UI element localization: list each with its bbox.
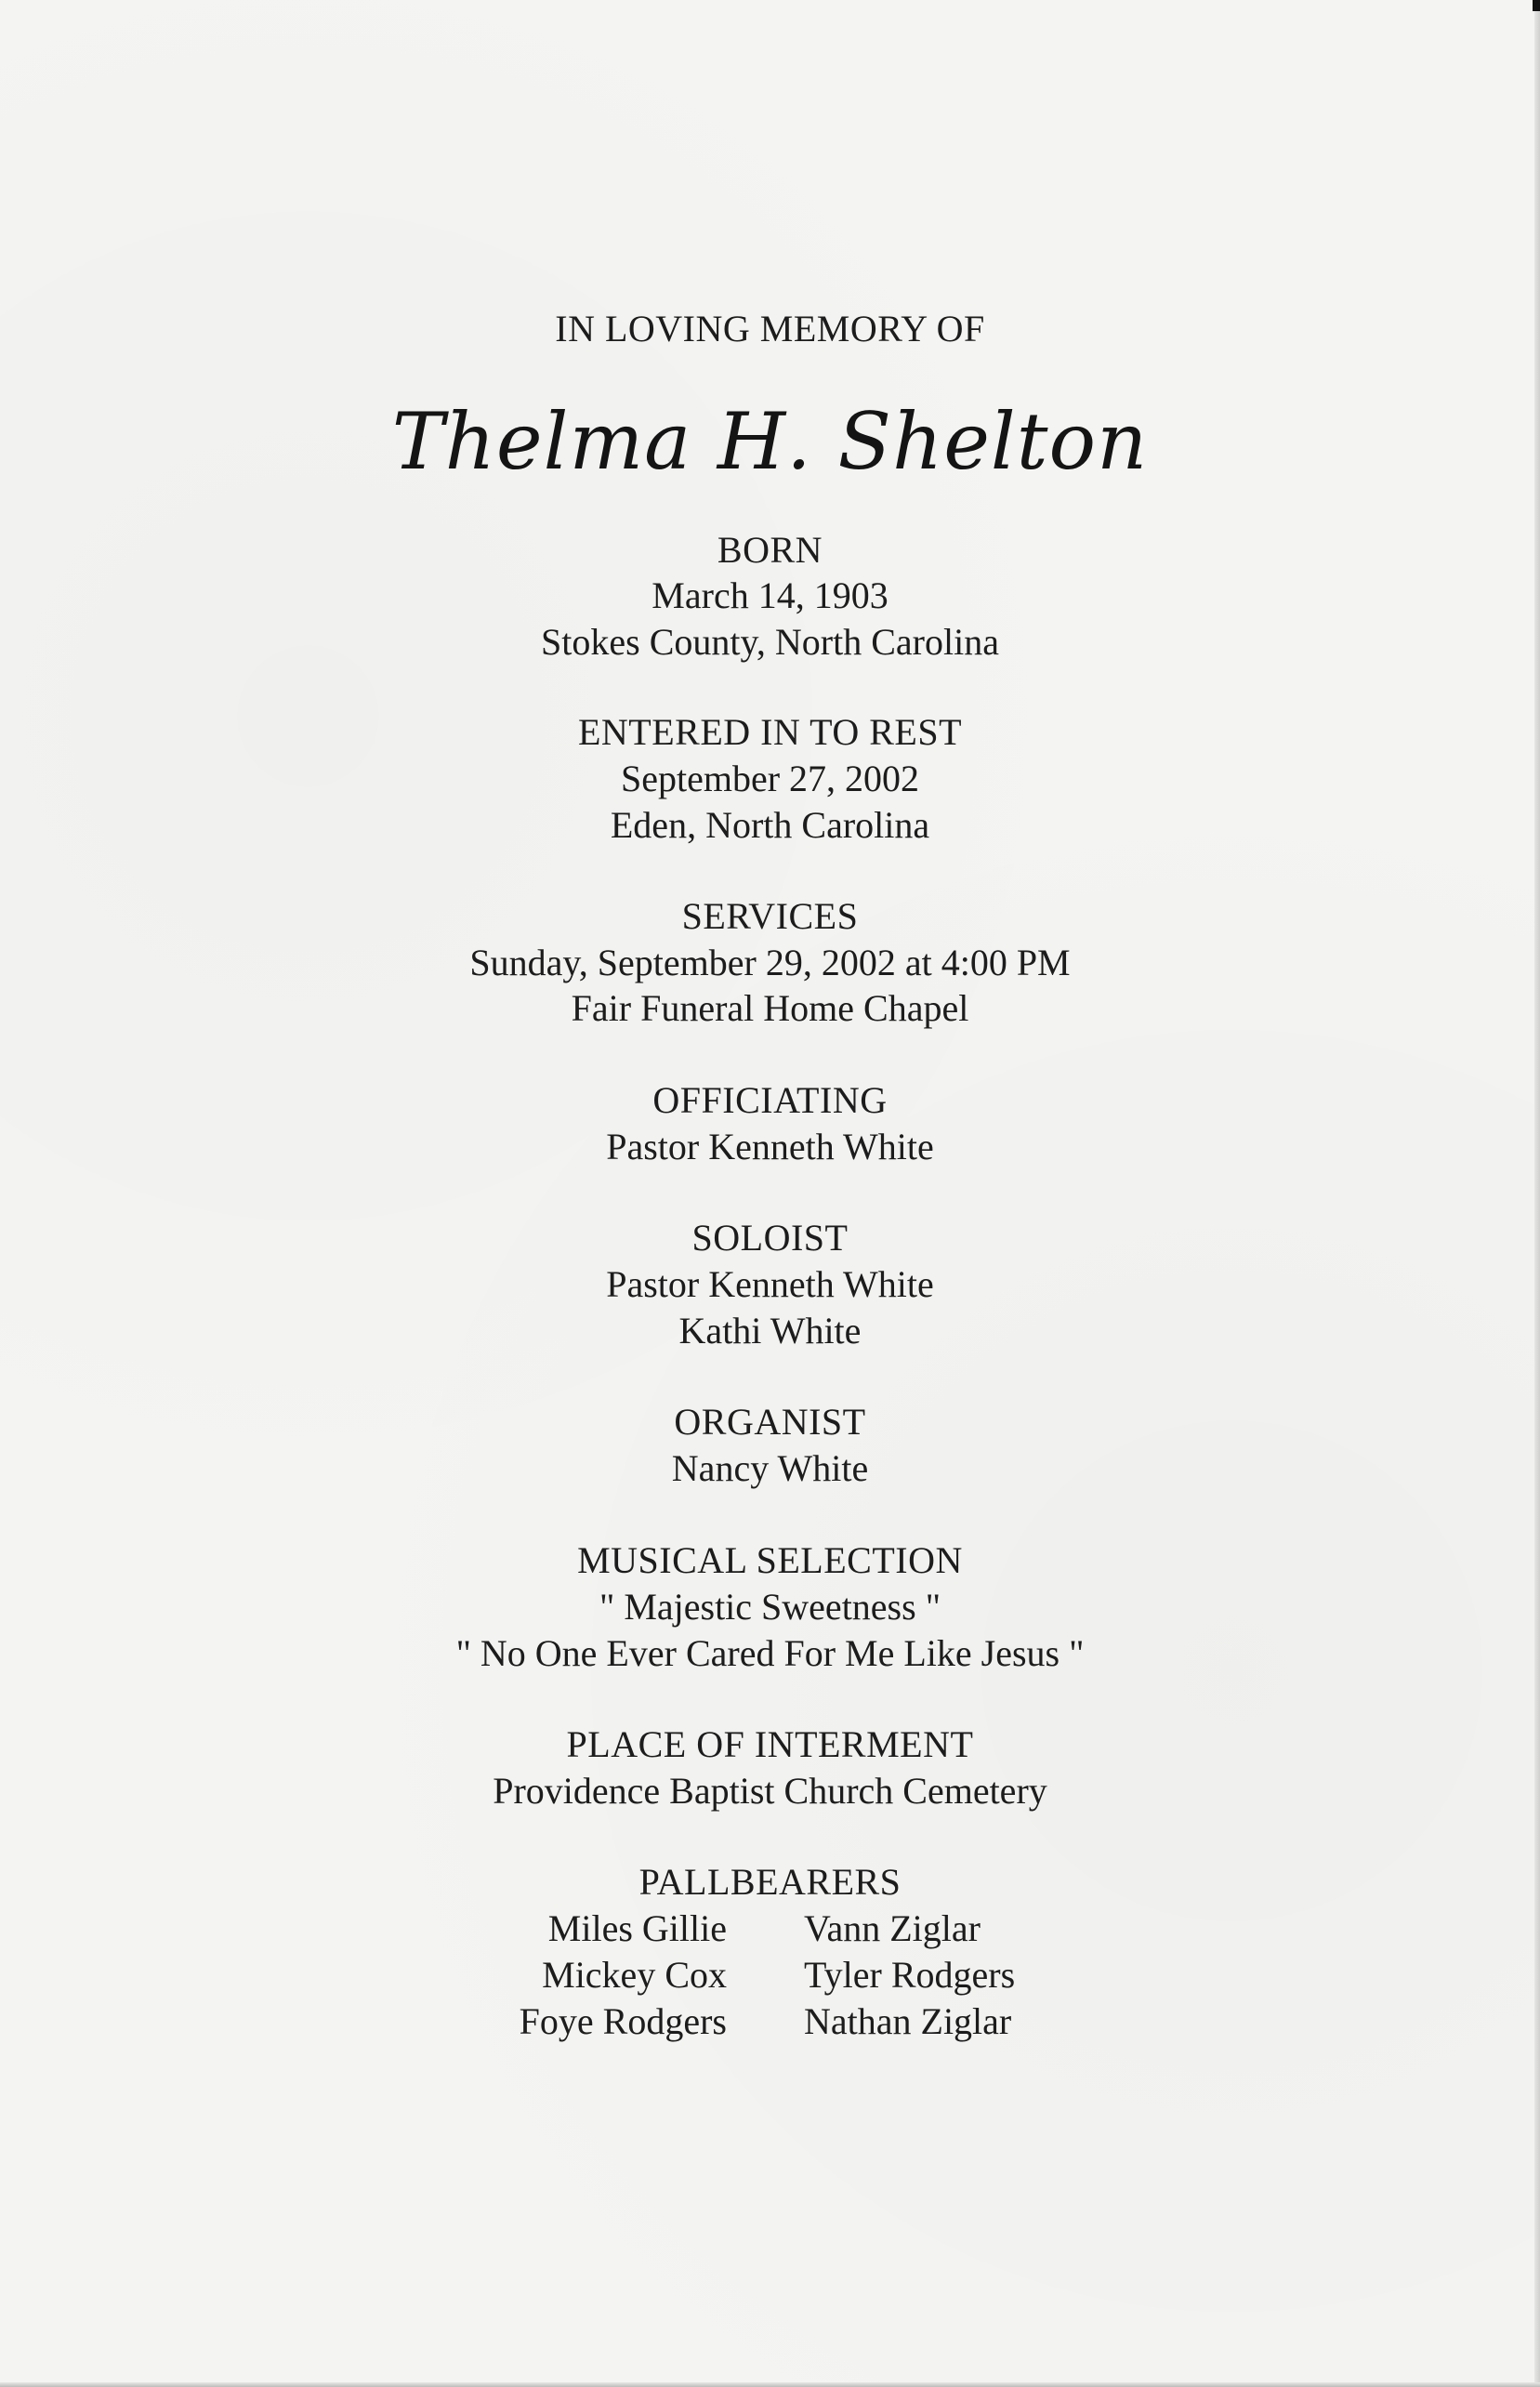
interment-heading: PLACE OF INTERMENT [566, 1723, 974, 1765]
soloist-heading: SOLOIST [691, 1217, 849, 1259]
page-edge-bottom [0, 2382, 1540, 2387]
music-heading: MUSICAL SELECTION [577, 1539, 963, 1581]
organist-name: Nancy White [671, 1447, 869, 1489]
officiating-name: Pastor Kenneth White [606, 1126, 934, 1167]
born-place: Stokes County, North Carolina [541, 621, 999, 663]
rest-date: September 27, 2002 [620, 758, 920, 799]
services-datetime: Sunday, September 29, 2002 at 4:00 PM [469, 942, 1071, 983]
music-song: " Majestic Sweetness " [599, 1586, 941, 1628]
pallbearers-heading: PALLBEARERS [638, 1861, 902, 1903]
born-heading: BORN [717, 529, 823, 571]
pallbearer-name: Mickey Cox [542, 1954, 727, 1996]
organist-heading: ORGANIST [674, 1401, 866, 1443]
soloist-name: Pastor Kenneth White [606, 1263, 934, 1305]
pallbearer-name: Foye Rodgers [519, 2000, 727, 2042]
services-place: Fair Funeral Home Chapel [571, 987, 969, 1029]
services-heading: SERVICES [681, 895, 859, 937]
soloist-name: Kathi White [678, 1310, 862, 1352]
scan-corner-mark [1533, 0, 1540, 11]
music-song: " No One Ever Cared For Me Like Jesus " [455, 1632, 1085, 1674]
pallbearer-name: Nathan Ziglar [804, 2000, 1012, 2042]
intro-heading: IN LOVING MEMORY OF [555, 308, 985, 349]
interment-place: Providence Baptist Church Cemetery [493, 1770, 1047, 1812]
pallbearer-name: Tyler Rodgers [804, 1954, 1016, 1996]
pallbearer-name: Miles Gillie [547, 1907, 727, 1949]
officiating-heading: OFFICIATING [652, 1079, 888, 1121]
page-edge-right [1534, 0, 1540, 2387]
deceased-name: Thelma H. Shelton [391, 396, 1149, 487]
pallbearers-right-column [804, 1906, 1015, 2045]
pallbearers-left-column [520, 1906, 727, 2045]
rest-heading: ENTERED IN TO REST [577, 711, 963, 753]
pallbearer-name: Vann Ziglar [804, 1907, 981, 1949]
rest-place: Eden, North Carolina [610, 804, 930, 846]
born-date: March 14, 1903 [652, 574, 888, 616]
